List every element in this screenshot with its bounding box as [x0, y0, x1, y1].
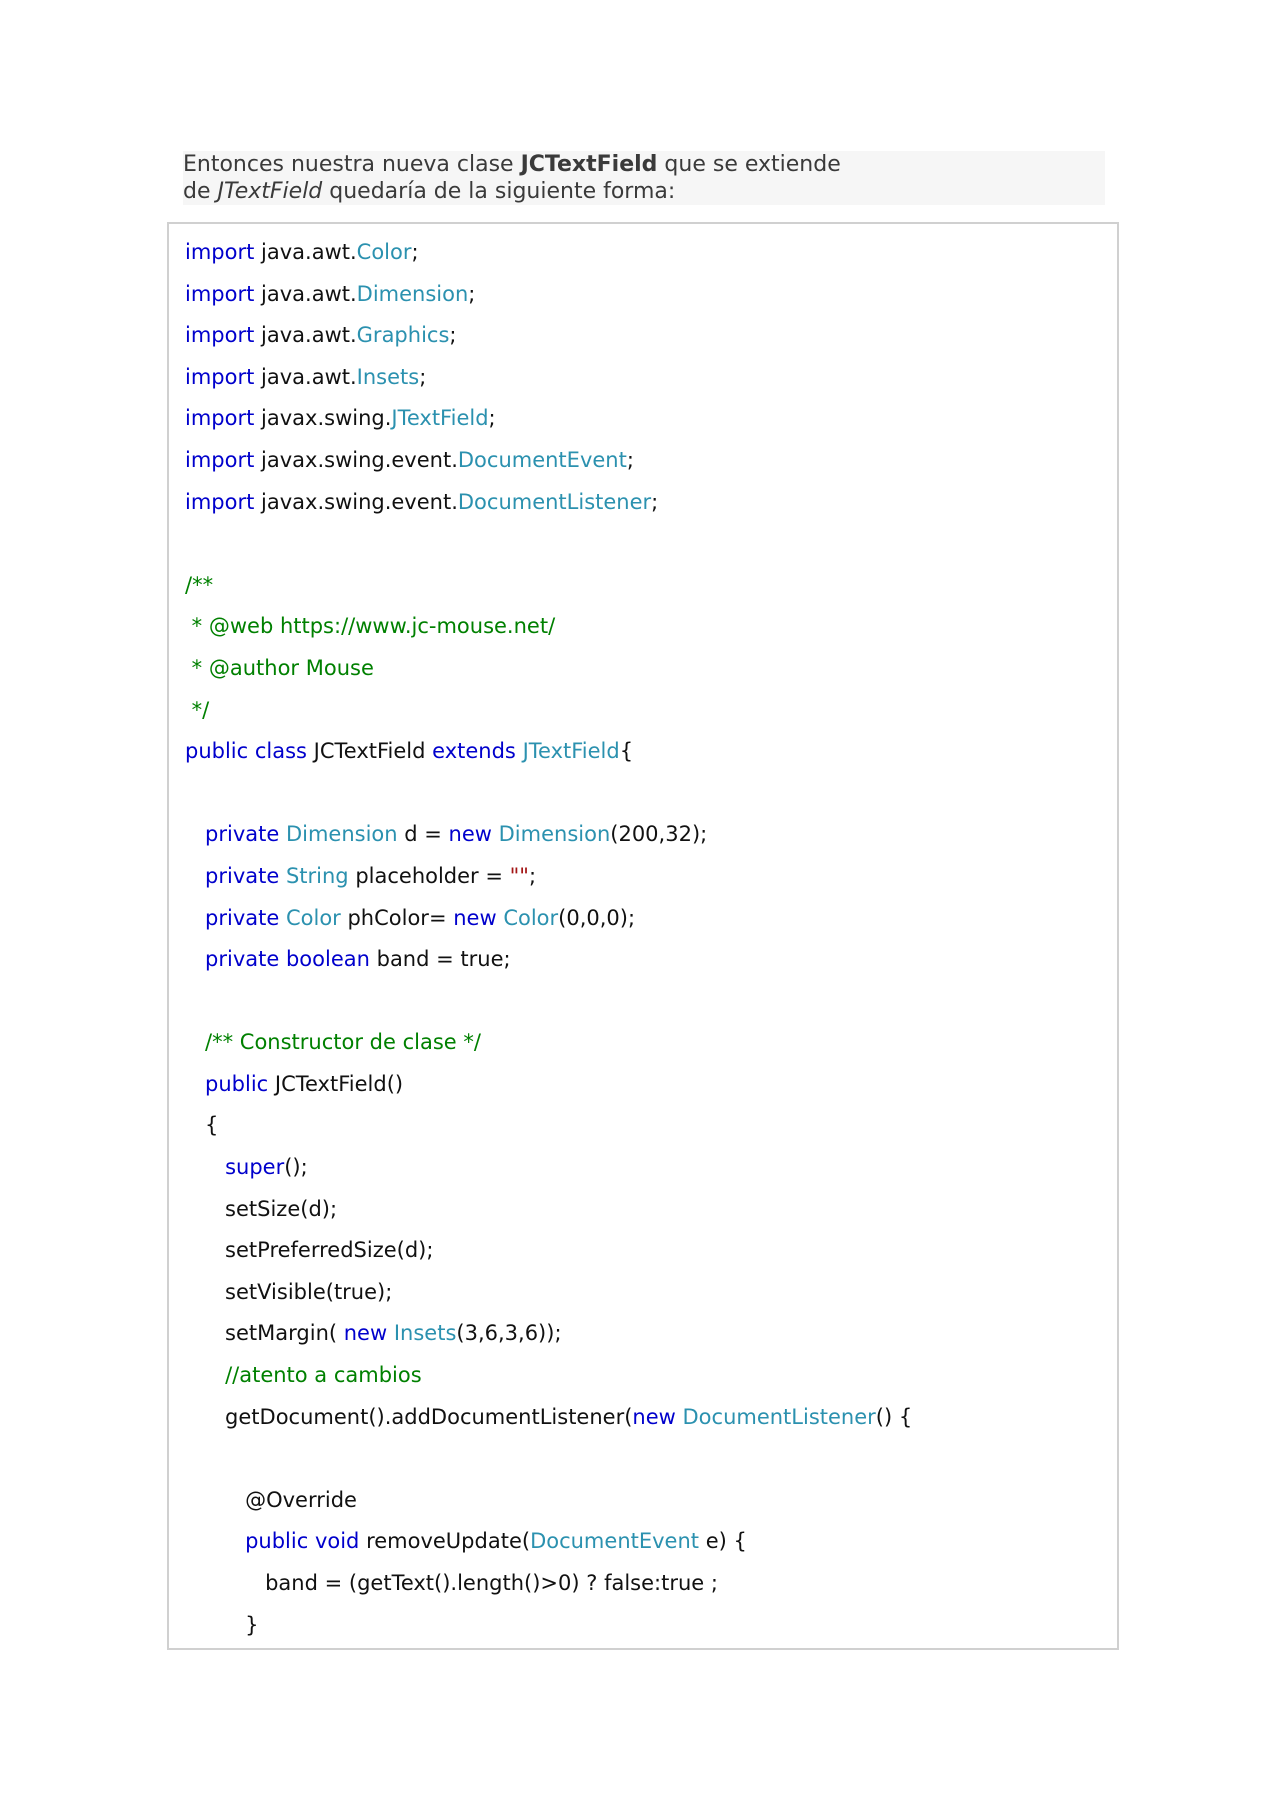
code-text: javax.swing.event. [254, 489, 458, 514]
code-text: ; [488, 406, 496, 431]
code-keyword: import [185, 406, 255, 431]
code-line [185, 1189, 912, 1231]
code-text: phColor= [340, 905, 454, 930]
code-type: DocumentListener [682, 1404, 876, 1429]
code-text [185, 1072, 205, 1096]
code-keyword: new [343, 1321, 388, 1346]
code-text [185, 1529, 245, 1553]
code-line [185, 606, 912, 648]
code-line [185, 1313, 912, 1355]
code-keyword: import [185, 447, 255, 472]
code-text [279, 822, 286, 846]
intro-text: de [183, 179, 218, 204]
code-text: (0,0,0); [558, 905, 636, 930]
code-text [185, 1363, 225, 1387]
code-text: { [619, 739, 634, 764]
code-line [185, 274, 912, 316]
code-type: Color [285, 905, 341, 930]
code-line [185, 1438, 912, 1480]
code-type: DocumentListener [457, 489, 652, 514]
code-text [279, 947, 286, 971]
code-text [185, 1155, 225, 1179]
code-comment: * @web https://www.jc-mouse.net/ [185, 614, 556, 639]
code-text: javax.swing.event. [254, 447, 458, 472]
code-comment: /** [185, 572, 214, 597]
code-line [185, 1064, 912, 1106]
code-text: ; [419, 364, 427, 389]
code-type: Dimension [285, 822, 398, 847]
code-line [185, 648, 912, 690]
code-block [167, 222, 1119, 1650]
code-line [185, 981, 912, 1023]
code-text [279, 864, 286, 888]
code-keyword: new [448, 822, 492, 847]
code-comment: * @author Mouse [185, 655, 374, 680]
code-line [185, 440, 912, 482]
code-text [387, 1321, 394, 1345]
code-line [185, 315, 912, 357]
code-text: ; [626, 447, 634, 472]
code-keyword: public class [185, 739, 307, 764]
code-text: (3,6,3,6)); [456, 1321, 562, 1346]
code-text: javax.swing. [254, 406, 392, 431]
code-line [185, 856, 912, 898]
code-keyword: private [205, 863, 280, 888]
code-text: setSize(d); [185, 1196, 338, 1221]
code-text [185, 947, 205, 971]
code-line [185, 898, 912, 940]
code-keyword: public [205, 1071, 269, 1096]
code-line [185, 1521, 912, 1563]
code-text: ; [651, 489, 659, 514]
code-keyword: boolean [285, 947, 370, 972]
code-line [185, 1022, 912, 1064]
code-type: JTextField [522, 739, 620, 764]
code-text: band = true; [369, 947, 511, 972]
code-line [185, 1605, 912, 1647]
code-text: { [185, 1113, 219, 1138]
code-type: JTextField [391, 406, 489, 431]
code-keyword: import [185, 323, 255, 348]
code-type: String [285, 863, 349, 888]
code-type: Insets [356, 364, 420, 389]
code-text [185, 1030, 205, 1054]
code-text: getDocument().addDocumentListener( [185, 1404, 633, 1429]
code-keyword: import [185, 240, 255, 264]
code-keyword: import [185, 281, 255, 306]
code-listing [185, 232, 912, 1646]
code-keyword: public void [245, 1529, 360, 1554]
code-text [676, 1405, 683, 1429]
code-line [185, 232, 912, 274]
code-line [185, 1480, 912, 1522]
intro-text: Entonces nuestra nueva clase [183, 152, 521, 177]
code-text: setVisible(true); [185, 1279, 393, 1304]
code-line [185, 1147, 912, 1189]
code-text [185, 906, 205, 930]
code-text [279, 906, 286, 930]
code-text: e) { [699, 1529, 747, 1554]
superclass-name-italic: JTextField [217, 179, 323, 204]
code-comment: //atento a cambios [225, 1363, 422, 1388]
code-text: placeholder = [348, 863, 510, 888]
code-text: ; [411, 240, 419, 264]
code-line [185, 357, 912, 399]
code-line [185, 1563, 912, 1605]
code-line [185, 482, 912, 524]
code-line [185, 773, 912, 815]
code-type: Graphics [356, 323, 450, 348]
code-text: (200,32); [610, 822, 708, 847]
code-line [185, 398, 912, 440]
code-text: java.awt. [254, 240, 357, 264]
code-text: } [185, 1612, 259, 1637]
code-text: () { [875, 1404, 913, 1429]
code-text [185, 822, 205, 846]
code-type: DocumentEvent [457, 447, 627, 472]
intro-text: quedaría de la siguiente forma: [322, 179, 676, 204]
code-type: Color [503, 905, 559, 930]
code-text [516, 739, 523, 763]
code-line [185, 690, 912, 732]
code-type: Dimension [498, 822, 611, 847]
code-text: java.awt. [254, 364, 357, 389]
code-type: Color [356, 240, 412, 264]
code-keyword: new [453, 905, 497, 930]
code-line [185, 523, 912, 565]
code-type: Insets [393, 1321, 457, 1346]
code-text: setMargin( [185, 1321, 344, 1346]
code-text: d = [397, 822, 449, 847]
code-text: setPreferredSize(d); [185, 1238, 434, 1263]
code-text: band = (getText().length()>0) ? false:true ; [185, 1571, 718, 1595]
code-text [492, 822, 499, 846]
code-line [185, 1105, 912, 1147]
code-text: JCTextField() [268, 1071, 404, 1096]
code-line [185, 1397, 912, 1439]
code-line [185, 939, 912, 981]
code-keyword: import [185, 489, 255, 514]
class-name-bold: JCTextField [520, 152, 658, 177]
code-comment: /** Constructor de clase */ [205, 1030, 481, 1055]
code-text: JCTextField [307, 739, 433, 764]
code-comment: */ [185, 697, 210, 722]
code-text: removeUpdate( [359, 1529, 531, 1554]
code-text: java.awt. [254, 323, 357, 348]
code-text: ; [468, 281, 476, 306]
code-line [185, 814, 912, 856]
code-string: "" [509, 863, 529, 888]
code-text: ; [528, 863, 537, 888]
code-keyword: import [185, 364, 255, 389]
intro-text: que se extiende [657, 152, 841, 177]
code-text: (); [284, 1155, 308, 1180]
code-line [185, 1355, 912, 1397]
code-text: ; [449, 323, 457, 348]
code-text [185, 864, 205, 888]
intro-paragraph [183, 151, 1105, 205]
code-keyword: private [205, 822, 280, 847]
code-type: Dimension [356, 281, 469, 306]
code-line [185, 731, 912, 773]
code-line [185, 1272, 912, 1314]
code-keyword: new [632, 1404, 676, 1429]
code-text: java.awt. [254, 281, 357, 306]
code-keyword: private [205, 947, 280, 972]
code-keyword: super [225, 1155, 285, 1180]
code-type: DocumentEvent [530, 1529, 700, 1554]
code-keyword: private [205, 905, 280, 930]
code-line [185, 1230, 912, 1272]
code-line [185, 565, 912, 607]
code-keyword: extends [432, 739, 516, 764]
code-text: @Override [185, 1487, 357, 1512]
